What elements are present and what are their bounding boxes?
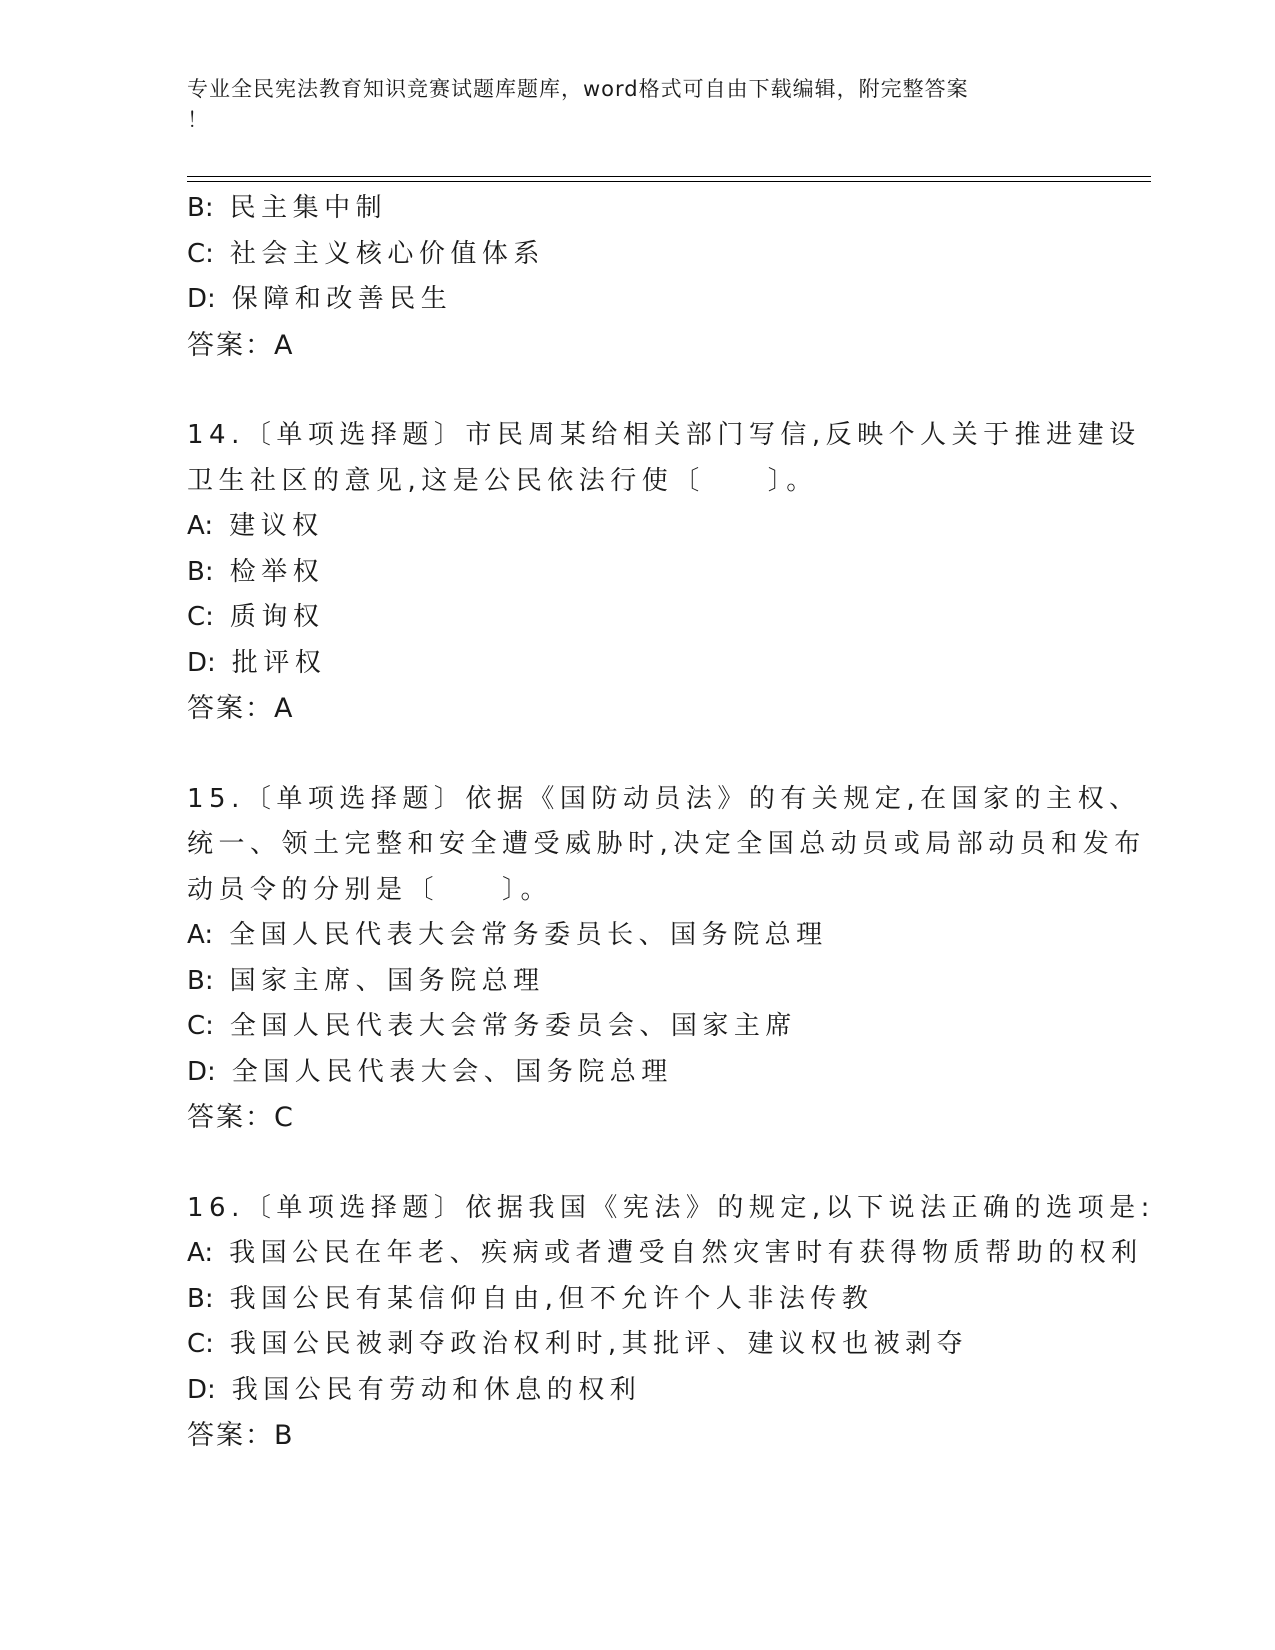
header-divider (187, 176, 1151, 177)
answer: 答案：A (187, 693, 295, 724)
question-16 (187, 1186, 1155, 1459)
option-b: B: 民主集中制 (187, 193, 388, 223)
header-title-continuation: ！ (187, 108, 209, 132)
header-title: 专业全民宪法教育知识竞赛试题库题库，word格式可自由下载编辑，附完整答案 (187, 77, 969, 101)
option-a: A: 全国人民代表大会常务委员长、国务院总理 (187, 920, 828, 950)
option-b: B: 国家主席、国务院总理 (187, 965, 545, 996)
answer: 答案：B (187, 1420, 295, 1451)
question-text: 卫生社区的意见,这是公民依法行使〔 〕。 (187, 465, 818, 496)
question-text: 统一、领土完整和安全遭受威胁时,决定全国总动员或局部动员和发布 (187, 829, 1146, 859)
option-b: B: 检举权 (187, 556, 325, 587)
option-c: C: 全国人民代表大会常务委员会、国家主席 (187, 1011, 797, 1041)
option-d: D: 全国人民代表大会、国务院总理 (187, 1056, 673, 1087)
document-body (187, 186, 1155, 1459)
question-text: 16.〔单项选择题〕依据我国《宪法》的规定,以下说法正确的选项是: (187, 1192, 1155, 1223)
option-d: D: 保障和改善民生 (187, 284, 453, 314)
option-c: C: 质询权 (187, 602, 325, 632)
question-text: 15.〔单项选择题〕依据《国防动员法》的有关规定,在国家的主权、 (187, 783, 1141, 814)
option-a: A: 建议权 (187, 511, 324, 541)
header-divider (187, 181, 1151, 182)
option-b: B: 我国公民有某信仰自由,但不允许个人非法传教 (187, 1283, 874, 1314)
option-a: A: 我国公民在年老、疾病或者遭受自然灾害时有获得物质帮助的权利 (187, 1238, 1143, 1268)
option-c: C: 社会主义核心价值体系 (187, 238, 545, 269)
question-15 (187, 777, 1146, 1141)
question-13-tail (187, 186, 1087, 368)
question-text: 动员令的分别是〔 〕。 (187, 874, 553, 905)
option-d: D: 我国公民有劳动和休息的权利 (187, 1374, 642, 1405)
question-14 (187, 413, 1141, 732)
option-d: D: 批评权 (187, 647, 327, 678)
option-c: C: 我国公民被剥夺政治权利时,其批评、建议权也被剥夺 (187, 1329, 969, 1359)
answer: 答案：C (187, 1102, 295, 1133)
question-text: 14.〔单项选择题〕市民周某给相关部门写信,反映个人关于推进建设 (187, 420, 1141, 450)
answer: 答案：A (187, 329, 295, 361)
page-header (187, 74, 1067, 136)
